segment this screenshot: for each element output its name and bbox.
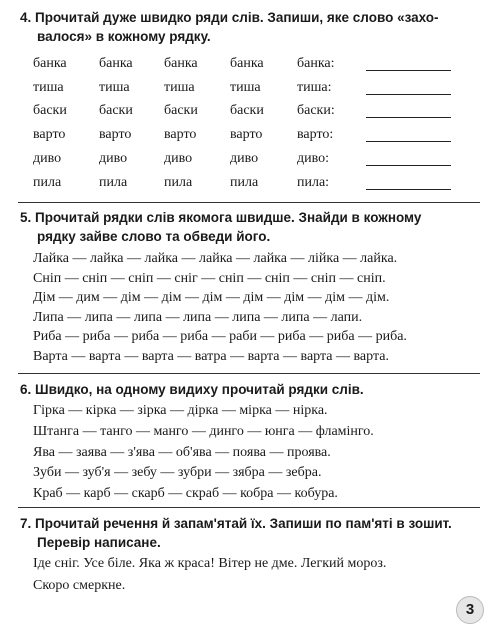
answer-line[interactable]	[366, 117, 451, 118]
word-cell: пила:	[297, 174, 330, 190]
word-chain-row: Штанга — танго — манго — динго — юнга — фламінго.	[33, 423, 374, 439]
task-5-title	[20, 208, 480, 246]
word-cell: баски	[99, 103, 133, 119]
answer-line[interactable]	[366, 94, 451, 95]
sentence-row: Іде сніг. Усе біле. Яка ж краса! Вітер не дме. Легкий мороз.	[33, 556, 387, 571]
divider	[18, 373, 480, 374]
task-7-title	[20, 514, 480, 552]
word-cell: пила	[230, 174, 259, 190]
word-chain-row: Лайка — лайка — лайка — лайка — лайка — лійка — лайка.	[33, 251, 398, 266]
word-cell: варто	[230, 127, 263, 143]
word-chain-row: Варта — варта — варта — ватра — варта — варта — варта.	[33, 349, 389, 364]
word-cell: баски	[164, 103, 198, 119]
word-cell: банка:	[297, 56, 335, 71]
word-cell: тиша	[230, 79, 261, 95]
answer-line[interactable]	[366, 189, 451, 190]
task-4-title	[20, 8, 480, 46]
divider	[18, 202, 480, 203]
word-cell: пила	[33, 174, 62, 190]
sentence-row: Скоро смеркне.	[33, 577, 126, 593]
task-7-title-line-1: 7. Прочитай речення й запам'ятай їх. Запиши по пам'яті в зошит.	[20, 516, 452, 531]
task-4-title-line-1: 4. Прочитай дуже швидко ряди слів. Запиши, яке слово «захо-	[20, 10, 439, 25]
divider	[18, 507, 480, 508]
word-cell: варто	[33, 127, 66, 143]
answer-line[interactable]	[366, 165, 451, 166]
word-cell: пила	[164, 174, 193, 190]
task-4-title-line-2: валося» в кожному рядку.	[37, 29, 211, 44]
word-cell: банка	[164, 56, 198, 71]
word-cell: тиша:	[297, 79, 332, 95]
task-7-title-line-2: Перевір написане.	[37, 535, 161, 550]
word-cell: тиша	[164, 79, 195, 95]
word-chain-row: Риба — риба — риба — риба — раби — риба — риба — риба.	[33, 329, 407, 345]
answer-line[interactable]	[366, 141, 451, 142]
word-cell: пила	[99, 174, 128, 190]
word-chain-row: Краб — карб — скарб — скраб — кобра — кобура.	[33, 486, 338, 502]
word-cell: тиша	[33, 79, 64, 95]
word-cell: диво	[99, 150, 128, 166]
word-cell: диво:	[297, 150, 330, 166]
word-cell: баски	[230, 103, 264, 119]
word-cell: баски	[33, 103, 67, 119]
word-cell: диво	[230, 150, 259, 166]
word-cell: баски:	[297, 103, 335, 119]
task-5-title-line-1: 5. Прочитай рядки слів якомога швидше. Знайди в кожному	[20, 210, 422, 225]
word-cell: варто	[99, 127, 132, 143]
word-cell: банка	[230, 56, 264, 71]
answer-line[interactable]	[366, 70, 451, 71]
task-6-title-line-1: 6. Швидко, на одному видиху прочитай рядки слів.	[20, 382, 364, 397]
task-6-title	[20, 380, 480, 399]
word-cell: диво	[164, 150, 193, 166]
word-cell: тиша	[99, 79, 130, 95]
word-cell: банка	[99, 56, 133, 71]
word-chain-row: Гірка — кірка — зірка — дірка — мірка — нірка.	[33, 403, 328, 418]
word-cell: варто:	[297, 127, 334, 143]
word-cell: варто	[164, 127, 197, 143]
task-5-title-line-2: рядку зайве слово та обведи його.	[37, 229, 271, 244]
word-chain-row: Ява — заява — з'ява — об'ява — поява — проява.	[33, 444, 331, 460]
word-cell: диво	[33, 150, 62, 166]
word-cell: банка	[33, 56, 67, 71]
word-chain-row: Сніп — сніп — сніп — сніг — сніп — сніп — сніп — сніп.	[33, 270, 386, 286]
word-chain-row: Дім — дим — дім — дім — дім — дім — дім — дім — дім.	[33, 290, 390, 306]
word-chain-row: Зуби — зуб'я — зебу — зубри — зябра — зебра.	[33, 465, 322, 481]
word-chain-row: Липа — липа — липа — липа — липа — липа — лапи.	[33, 309, 363, 325]
page-number-badge: 3	[456, 596, 484, 624]
